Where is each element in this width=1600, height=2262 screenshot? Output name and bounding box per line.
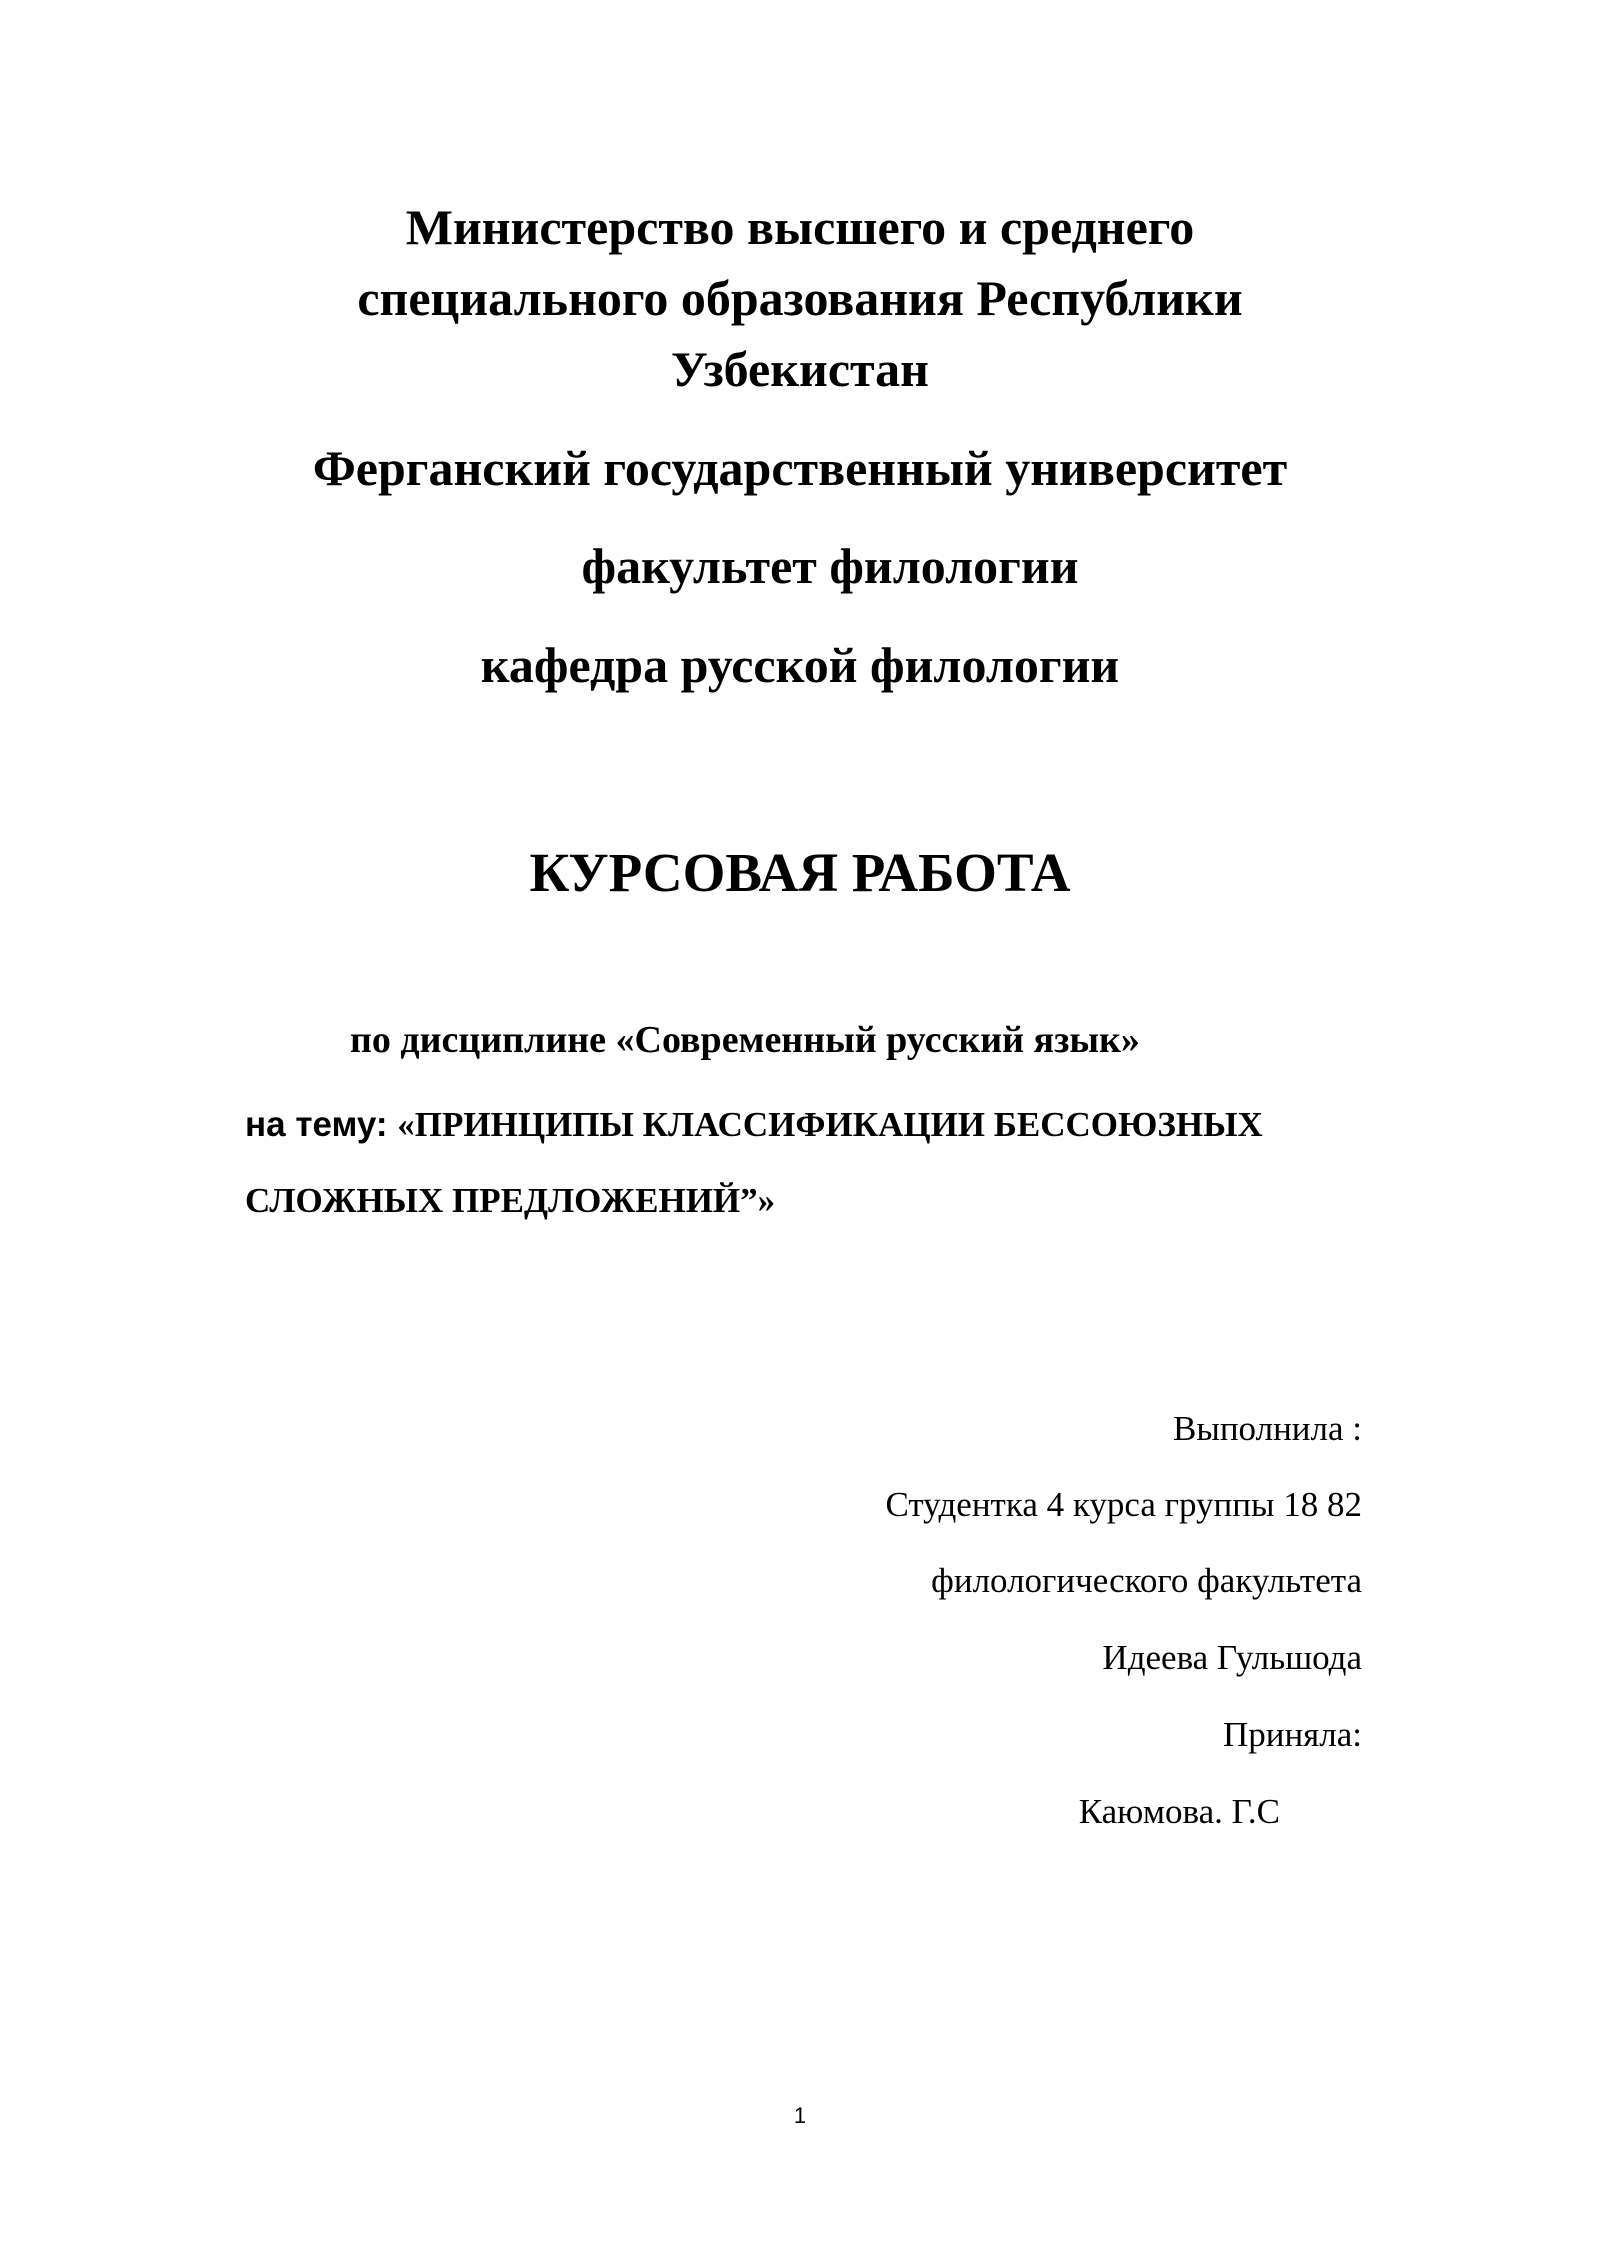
university-name: Ферганский государственный университет bbox=[312, 440, 1288, 496]
accepted-label: Приняла: bbox=[1222, 1715, 1362, 1754]
topic-line-2: СЛОЖНЫХ ПРЕДЛОЖЕНИЙ”» bbox=[245, 1181, 776, 1220]
page-number: 1 bbox=[793, 2103, 807, 2128]
ministry-line-1: Министерство высшего и среднего bbox=[405, 199, 1195, 255]
topic-prefix: на тему: bbox=[245, 1105, 398, 1144]
student-course: Студентка 4 курса группы 18 82 bbox=[885, 1485, 1362, 1524]
document-type-title: КУРСОВАЯ РАБОТА bbox=[529, 842, 1071, 903]
performed-label: Выполнила : bbox=[1172, 1409, 1362, 1448]
faculty-name: факультет филологии bbox=[581, 538, 1079, 594]
topic-title-part-1: «ПРИНЦИПЫ КЛАССИФИКАЦИИ БЕССОЮЗНЫХ bbox=[397, 1105, 1263, 1144]
student-faculty: филологического факультета bbox=[931, 1561, 1362, 1600]
student-name: Идеева Гульшода bbox=[1102, 1638, 1362, 1677]
ministry-line-3: Узбекистан bbox=[670, 341, 929, 397]
teacher-name: Каюмова. Г.С bbox=[1078, 1792, 1280, 1831]
topic-line-1 bbox=[245, 1107, 1263, 1142]
discipline-line: по дисциплине «Современный русский язык» bbox=[350, 1019, 1140, 1061]
department-name: кафедра русской филологии bbox=[480, 637, 1120, 693]
ministry-line-2: специального образования Республики bbox=[357, 270, 1243, 326]
